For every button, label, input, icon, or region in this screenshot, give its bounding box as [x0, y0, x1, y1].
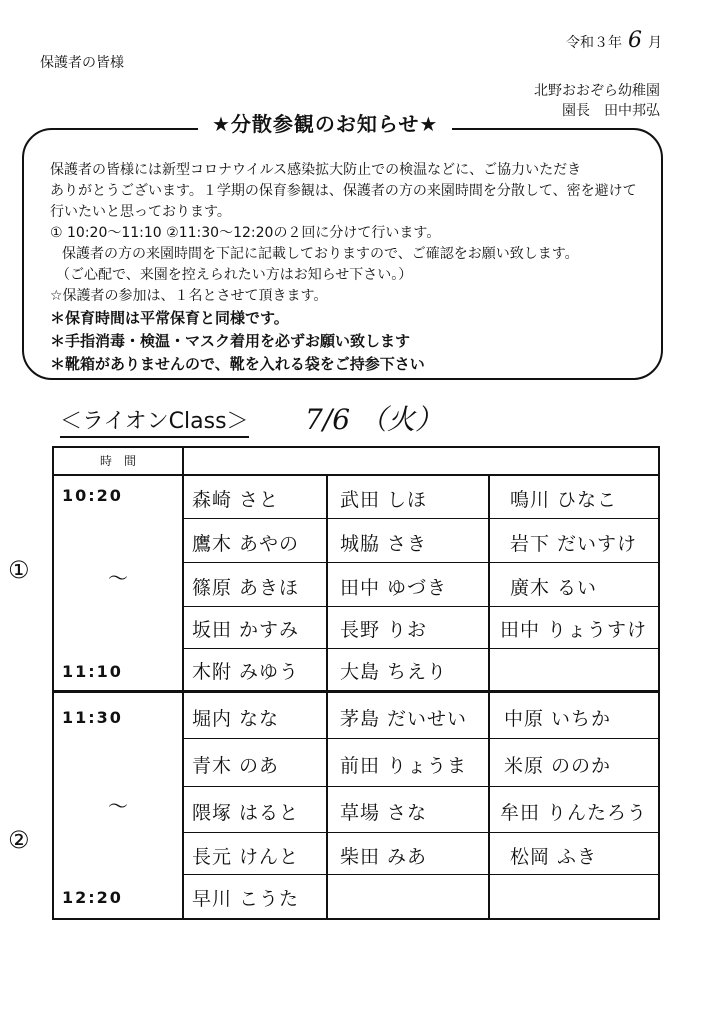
month-suffix: 月 — [648, 35, 662, 51]
student-name: 廣木 るい — [510, 577, 598, 599]
student-name: 堀内 なな — [192, 708, 280, 730]
school-name: 北野おおぞら幼稚園 — [534, 83, 660, 99]
class-name: ＜ライオンClass＞ — [60, 409, 249, 438]
notice-line: ☆保護者の参加は、１名とさせて頂きます。 — [50, 288, 328, 304]
session-date: 7/6 （火） — [305, 403, 443, 436]
row-divider — [182, 648, 658, 649]
row-divider — [182, 518, 658, 519]
session-2-mark: ② — [8, 826, 30, 854]
session-divider — [54, 690, 658, 693]
student-name: 大島 ちえり — [340, 661, 448, 683]
student-name: 武田 しほ — [340, 489, 428, 511]
student-name: 米原 ののか — [504, 755, 612, 777]
row-divider — [182, 562, 658, 563]
month-value: 6 — [628, 28, 642, 53]
session-2-start-time: 11:30 — [62, 708, 123, 727]
student-name: 坂田 かすみ — [192, 619, 300, 641]
notice-line: 保護者の皆様には新型コロナウイルス感染拡大防止での検温などに、ご協力いただき — [50, 162, 582, 178]
notice-bullet: ＊保育時間は平常保育と同様です。 — [50, 309, 289, 327]
student-name: 青木 のあ — [192, 755, 280, 777]
student-name: 草場 さな — [340, 802, 428, 824]
session-1-start-time: 10:20 — [62, 486, 123, 505]
session-1-mark: ① — [8, 556, 30, 584]
student-name: 鳴川 ひなこ — [510, 489, 618, 511]
notice-line: 保護者の方の来園時間を下記に記載しておりますので、ご確認をお願い致します。 — [62, 246, 579, 262]
roster-table — [52, 446, 660, 920]
student-name: 田中 ゆづき — [340, 577, 448, 599]
notice-schedule-line — [50, 223, 650, 244]
student-name: 長野 りお — [340, 619, 428, 641]
session-2-end-time: 12:20 — [62, 888, 123, 907]
session-1-end-time: 11:10 — [62, 662, 123, 681]
student-name: 前田 りょうま — [340, 755, 468, 777]
class-heading — [60, 404, 249, 435]
student-name: 木附 みゆう — [192, 661, 300, 683]
row-divider — [182, 832, 658, 833]
roster-header-row — [54, 448, 658, 476]
session-2-time: 11:30～12:20 — [178, 225, 274, 241]
column-divider — [488, 474, 490, 918]
notice-body — [50, 160, 650, 376]
era-year: 令和３年 — [566, 35, 622, 51]
notice-line: （ご心配で、来園を控えられたい方はお知らせ下さい。） — [56, 267, 413, 283]
student-name: 茅島 だいせい — [340, 708, 468, 730]
addressee: 保護者の皆様 — [40, 55, 124, 71]
student-name: 牟田 りんたろう — [500, 802, 648, 824]
column-divider — [326, 474, 328, 918]
student-name: 田中 りょうすけ — [500, 619, 648, 641]
session-1-range-tilde: 〜 — [108, 566, 128, 590]
notice-bullet: ＊手指消毒・検温・マスク着用を必ずお願い致します — [50, 332, 411, 350]
session-1-time: 10:20～11:10 — [67, 225, 162, 241]
row-divider — [182, 786, 658, 787]
document-date — [566, 28, 662, 53]
student-name: 岩下 だいすけ — [510, 533, 638, 555]
row-divider — [182, 738, 658, 739]
student-name: 松岡 ふき — [510, 846, 598, 868]
student-name: 中原 いちか — [504, 708, 612, 730]
notice-line: ありがとうございます。１学期の保育参観は、保護者の方の来園時間を分散して、密を避けて — [50, 183, 637, 199]
notice-line: 行いたいと思っております。 — [50, 204, 231, 220]
student-name: 早川 こうた — [192, 888, 300, 910]
session-1-mark: ① — [50, 225, 63, 241]
time-column-header: 時 間 — [99, 454, 136, 468]
student-name: 隈塚 はると — [192, 802, 300, 824]
row-divider — [182, 606, 658, 607]
row-divider — [182, 874, 658, 875]
schedule-rest: の２回に分けて行います。 — [273, 225, 441, 241]
notice-title: ★分散参観のお知らせ★ — [198, 108, 452, 137]
student-name: 鷹木 あやの — [192, 533, 300, 555]
student-name: 柴田 みあ — [340, 846, 428, 868]
student-name: 城脇 さき — [340, 533, 428, 555]
student-name: 篠原 あきほ — [192, 577, 300, 599]
student-name: 森崎 さと — [192, 489, 280, 511]
session-2-range-tilde: 〜 — [108, 794, 128, 818]
principal-name: 園長 田中邦弘 — [562, 103, 660, 119]
student-name: 長元 けんと — [192, 846, 300, 868]
notice-bullet: ＊靴箱がありませんので、靴を入れる袋をご持参下さい — [50, 355, 425, 373]
session-2-mark: ② — [166, 225, 179, 241]
